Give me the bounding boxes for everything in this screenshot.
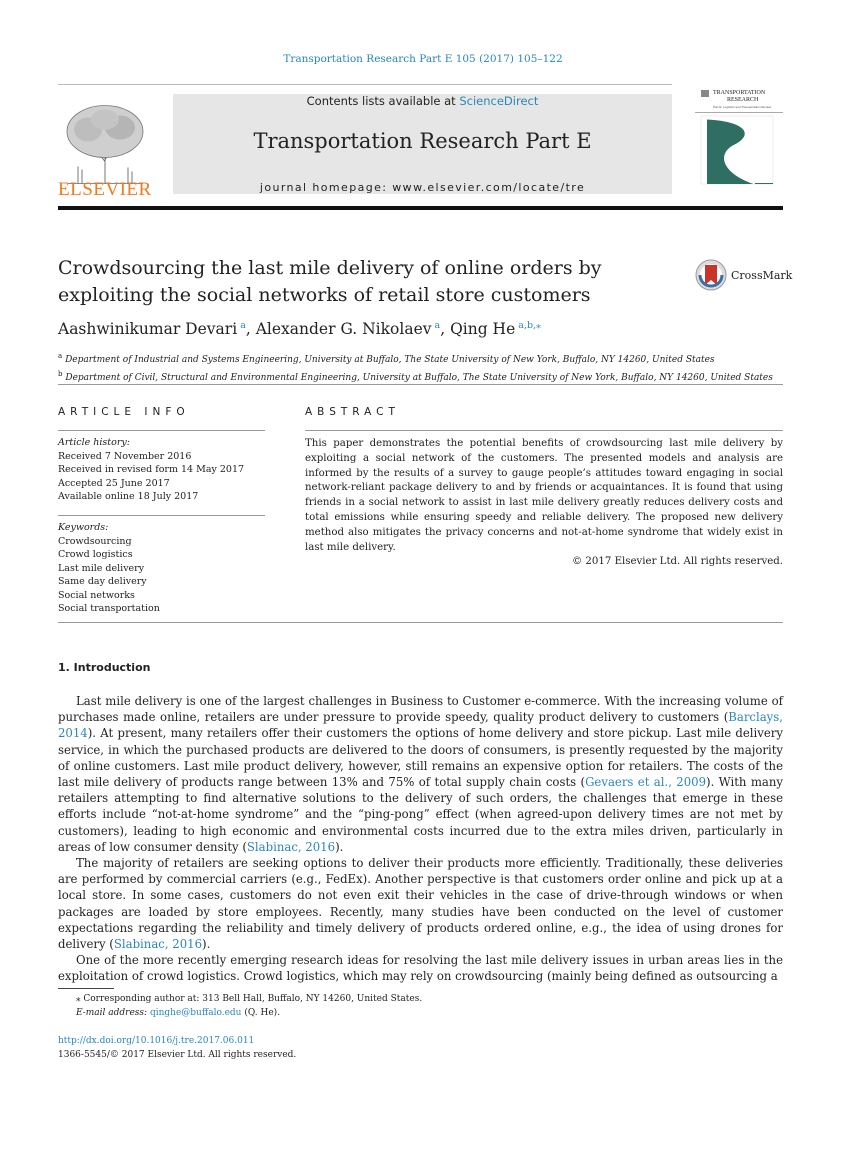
masthead-rule bbox=[58, 206, 783, 210]
abstract-copyright: © 2017 Elsevier Ltd. All rights reserved. bbox=[571, 556, 783, 567]
running-head[interactable]: Transportation Research Part E 105 (2017) 105–122 bbox=[283, 53, 563, 65]
affil-text: Department of Civil, Structural and Environmental Engineering, University at Buffalo, The State University of New York, Buffalo, NY 14260, United States bbox=[65, 372, 773, 383]
author-2[interactable] bbox=[256, 320, 440, 338]
text-run: The majority of retailers are seeking options to deliver their products more efficiently. Traditionally, these deliveries are performed by commercial carriers (e.g., FedEx). Another perspective is that customers order online and pick up at a local store. In some cases, customers do not even exit their vehicles in the case of drive-through windows or when packages are loaded by store employees. Recently, many studies have been conducted on the level of customer expectations regarding the reliability and timely delivery of products ordered online, e.g., the idea of using drones for delivery ( bbox=[58, 856, 783, 952]
section-rule bbox=[58, 622, 783, 623]
author-1[interactable] bbox=[58, 320, 246, 338]
affil-label: b bbox=[58, 369, 63, 378]
keyword: Social transportation bbox=[58, 603, 160, 614]
text-run: ). With many retailers attempting to find alternative solutions to the delivery of such orders, the challenges that emerge in these efforts include “not-at-home syndrome” and the “ping-pong” effect (when agreed-upon delivery times are not met by customers), leading to high economic and environmental costs incurred due to the extra miles driven, particularly in areas of low consumer density ( bbox=[58, 775, 783, 854]
cover-line3: Part E: Logistics and Transportation Review bbox=[713, 105, 772, 109]
affil-text: Department of Industrial and Systems Engineering, University at Buffalo, The State University of New York, Buffalo, NY 14260, United States bbox=[65, 355, 715, 365]
author-sep: , bbox=[245, 320, 256, 339]
doi-link[interactable]: http://dx.doi.org/10.1016/j.tre.2017.06.011 bbox=[58, 1036, 255, 1046]
sciencedirect-link[interactable]: ScienceDirect bbox=[459, 94, 539, 108]
email-link[interactable]: qinghe@buffalo.edu bbox=[149, 1008, 242, 1018]
journal-cover-image bbox=[695, 88, 783, 185]
contents-prefix: Contents lists available at bbox=[306, 94, 460, 108]
cover-line1: TRANSPORTATION bbox=[713, 90, 766, 96]
email-label: E-mail address: bbox=[76, 1008, 150, 1018]
corresponding-author-note: ⁎ Corresponding author at: 313 Bell Hall, Buffalo, NY 14260, United States. bbox=[76, 994, 423, 1004]
affiliation-b bbox=[58, 368, 773, 386]
keywords-label: Keywords: bbox=[58, 522, 109, 533]
journal-masthead bbox=[173, 94, 672, 194]
doi-block bbox=[58, 1034, 296, 1062]
article-title: Crowdsourcing the last mile delivery of online orders by exploiting the social networks of retail store customers bbox=[58, 257, 602, 306]
article-history bbox=[58, 436, 244, 504]
footnote-rule bbox=[58, 988, 114, 989]
keywords bbox=[58, 521, 160, 616]
history-label: Article history: bbox=[58, 437, 130, 448]
author-affil-sup[interactable]: a bbox=[240, 320, 246, 331]
info-rule bbox=[58, 515, 265, 516]
paragraph bbox=[58, 855, 783, 952]
affiliations bbox=[58, 350, 773, 385]
author-name: Qing He bbox=[450, 320, 516, 339]
section-rule bbox=[58, 384, 783, 385]
footnotes bbox=[58, 992, 422, 1020]
crossmark-button[interactable] bbox=[695, 259, 792, 291]
citation-link[interactable]: Gevaers et al., 2009 bbox=[585, 775, 707, 790]
email-suffix: (Q. He). bbox=[241, 1008, 281, 1018]
author-name: Alexander G. Nikolaev bbox=[255, 320, 432, 339]
intro-heading: 1. Introduction bbox=[58, 661, 151, 674]
body-text bbox=[58, 693, 783, 985]
keyword: Crowdsourcing bbox=[58, 535, 132, 547]
crossmark-icon bbox=[695, 259, 727, 291]
history-item: Available online 18 July 2017 bbox=[58, 491, 199, 502]
author-name: Aashwinikumar Devari bbox=[58, 320, 238, 339]
article-info-heading: ARTICLE INFO bbox=[58, 406, 190, 418]
author-list bbox=[58, 320, 541, 338]
info-rule bbox=[58, 430, 265, 431]
text-run: Last mile delivery is one of the largest challenges in Business to Customer e-commerce. With the increasing volume of purchases made online, retailers are under pressure to provide speedy, quality product delivery to customers ( bbox=[58, 694, 783, 725]
keyword: Crowd logistics bbox=[58, 549, 133, 560]
crossmark-label: CrossMark bbox=[731, 268, 793, 282]
keyword: Social networks bbox=[58, 589, 135, 601]
paragraph bbox=[58, 693, 783, 855]
issn-line: 1366-5545/© 2017 Elsevier Ltd. All rights reserved. bbox=[58, 1050, 297, 1060]
journal-homepage[interactable]: journal homepage: www.elsevier.com/locate/tre bbox=[259, 181, 586, 194]
citation-link[interactable]: Slabinac, 2016 bbox=[246, 839, 336, 854]
citation-link[interactable]: Barclays, 2014 bbox=[58, 710, 783, 741]
history-item: Accepted 25 June 2017 bbox=[58, 477, 170, 489]
cover-emblem bbox=[701, 90, 709, 97]
keyword: Last mile delivery bbox=[58, 562, 145, 574]
affiliation-a bbox=[58, 350, 773, 368]
author-sep: , bbox=[440, 320, 451, 339]
text-run: ). bbox=[335, 839, 344, 854]
text-run: ). At present, many retailers offer their customers the options of home delivery and store pickup. Last mile delivery service, in which the purchased products are delivered to the doors of consumers, is presently requested by the majority of online customers. Last mile product delivery, however, still remains an expensive option for retailers. The costs of the last mile delivery of products range between 13% and 75% of total supply chain costs ( bbox=[58, 726, 783, 790]
elsevier-wordmark: ELSEVIER bbox=[58, 179, 152, 200]
text-run: ). bbox=[202, 937, 211, 952]
header-rule bbox=[58, 84, 672, 85]
keyword: Same day delivery bbox=[58, 576, 147, 587]
author-affil-sup[interactable]: a bbox=[434, 320, 441, 331]
abstract-text: This paper demonstrates the potential benefits of crowdsourcing last mile delivery by exploiting a social network of the customers. The presented models and analysis are informed by the results of a survey to gauge people’s attitudes toward engaging in social network-reliant package delivery to and by friends or acquaintances. It is found that using friends in a social network to assist in last mile delivery greatly reduces delivery costs and total emissions while ensuring speedy and reliable delivery. The proposed new delivery method also mitigates the privacy concerns and not-at-home syndrome that widely exist in last mile delivery. bbox=[305, 438, 783, 553]
author-affil-sup[interactable]: a,b,⁎ bbox=[518, 320, 541, 331]
journal-title: Transportation Research Part E bbox=[253, 129, 592, 153]
citation-link[interactable]: Slabinac, 2016 bbox=[113, 937, 203, 952]
history-item: Received 7 November 2016 bbox=[58, 450, 192, 462]
author-3[interactable] bbox=[450, 320, 541, 338]
history-item: Received in revised form 14 May 2017 bbox=[58, 464, 245, 475]
cover-line2: RESEARCH bbox=[727, 97, 759, 103]
email-note bbox=[58, 1006, 422, 1020]
abstract-rule bbox=[305, 430, 783, 431]
abstract-heading: ABSTRACT bbox=[305, 406, 400, 418]
affil-label: a bbox=[58, 352, 63, 360]
paragraph: One of the more recently emerging research ideas for resolving the last mile delivery issues in urban areas lies in the exploitation of crowd logistics. Crowd logistics, which may rely on crowdsourcing (mainly being defined as outsourcing a bbox=[58, 953, 783, 984]
contents-line bbox=[173, 94, 672, 108]
